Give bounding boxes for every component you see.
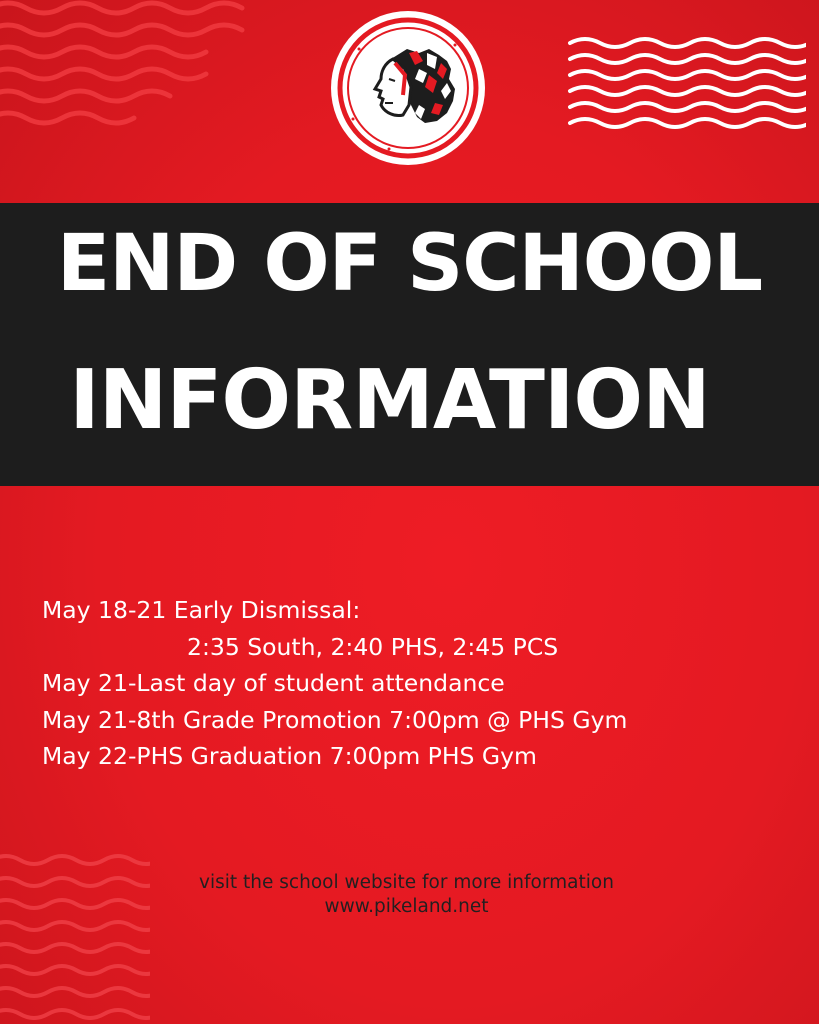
website-link[interactable]: www.pikeland.net	[324, 896, 489, 917]
title-line-1: END OF SCHOOL	[56, 219, 763, 309]
info-item: May 22-PHS Graduation 7:00pm PHS Gym	[42, 742, 537, 770]
info-item: 2:35 South, 2:40 PHS, 2:45 PCS	[187, 632, 559, 661]
footer-note: visit the school website for more information	[199, 872, 614, 893]
wave-lines-decoration	[0, 0, 290, 140]
title-line-2: INFORMATION	[69, 353, 710, 448]
info-item: May 21-Last day of student attendance	[42, 669, 505, 697]
info-item: May 21-8th Grade Promotion 7:00pm @ PHS Gym	[42, 705, 628, 734]
info-list	[42, 592, 627, 775]
school-mascot-logo-icon	[329, 9, 487, 167]
info-item: May 18-21 Early Dismissal:	[42, 596, 361, 624]
wave-lines-decoration	[566, 35, 806, 135]
